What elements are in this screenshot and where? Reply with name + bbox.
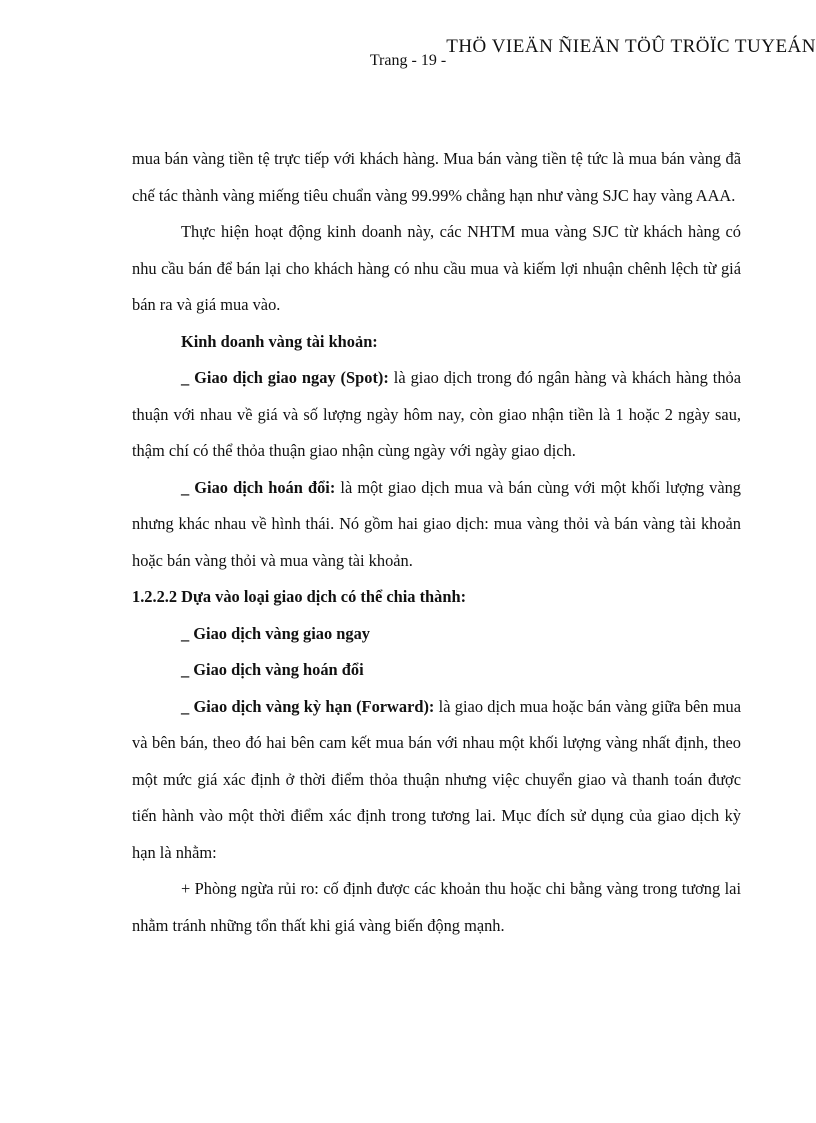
document-body	[132, 141, 741, 944]
term-label: _ Giao dịch hoán đổi:	[181, 477, 336, 497]
section-heading: Kinh doanh vàng tài khoản:	[181, 331, 378, 351]
subsection-heading: 1.2.2.2 Dựa vào loại giao dịch có thể chia thành:	[132, 587, 467, 606]
list-item: _ Giao dịch vàng hoán đổi	[181, 660, 364, 679]
term-definition: là giao dịch trong đó ngân hàng và khách hàng thỏa thuận với nhau về giá và số lượng ngày hôm nay, còn giao nhận tiền là 1 hoặc 2 ngày sau, thậm chí có thể thỏa thuận giao nhận cùng ngày với ngày giao dịch.	[132, 368, 741, 460]
paragraph	[132, 360, 741, 470]
term-label: _ Giao dịch vàng kỳ hạn (Forward):	[181, 696, 435, 716]
paragraph	[132, 689, 741, 872]
term-definition: là một giao dịch mua và bán cùng với một khối lượng vàng nhưng khác nhau về hình thái. Nó gồm hai giao dịch: mua vàng thỏi và bán vàng tài khoản hoặc bán vàng thỏi và mua vàng tài khoản.	[132, 477, 741, 570]
list-item: _ Giao dịch vàng giao ngay	[181, 623, 370, 643]
term-definition: là giao dịch mua hoặc bán vàng giữa bên mua và bên bán, theo đó hai bên cam kết mua bán với nhau một khối lượng vàng nhất định, theo một mức giá xác định ở thời điểm thỏa thuận nhưng việc chuyển giao và thanh toán được tiến hành vào một thời điểm xác định trong tương lai. Mục đích sử dụng của giao dịch kỳ hạn là nhằm:	[132, 696, 741, 862]
page-number: Trang - 19 -	[369, 52, 447, 69]
watermark-text: THÖ VIEÄN ÑIEÄN TÖÛ TRÖÏC TUYEÁN	[446, 36, 816, 57]
paragraph: + Phòng ngừa rủi ro: cố định được các khoản thu hoặc chi bằng vàng trong tương lai nhằm tránh những tổn thất khi giá vàng biến động mạnh.	[132, 879, 741, 935]
term-label: _ Giao dịch giao ngay (Spot):	[181, 368, 389, 387]
paragraph: Thực hiện hoạt động kinh doanh này, các NHTM mua vàng SJC từ khách hàng có nhu cầu bán để bán lại cho khách hàng có nhu cầu mua và kiếm lợi nhuận chênh lệch từ giá bán ra và giá mua vào.	[132, 222, 741, 314]
paragraph: mua bán vàng tiền tệ trực tiếp với khách hàng. Mua bán vàng tiền tệ tức là mua bán vàng đã chế tác thành vàng miếng tiêu chuẩn vàng 99.99% chẳng hạn như vàng SJC hay vàng AAA.	[132, 149, 741, 205]
paragraph	[132, 470, 741, 580]
